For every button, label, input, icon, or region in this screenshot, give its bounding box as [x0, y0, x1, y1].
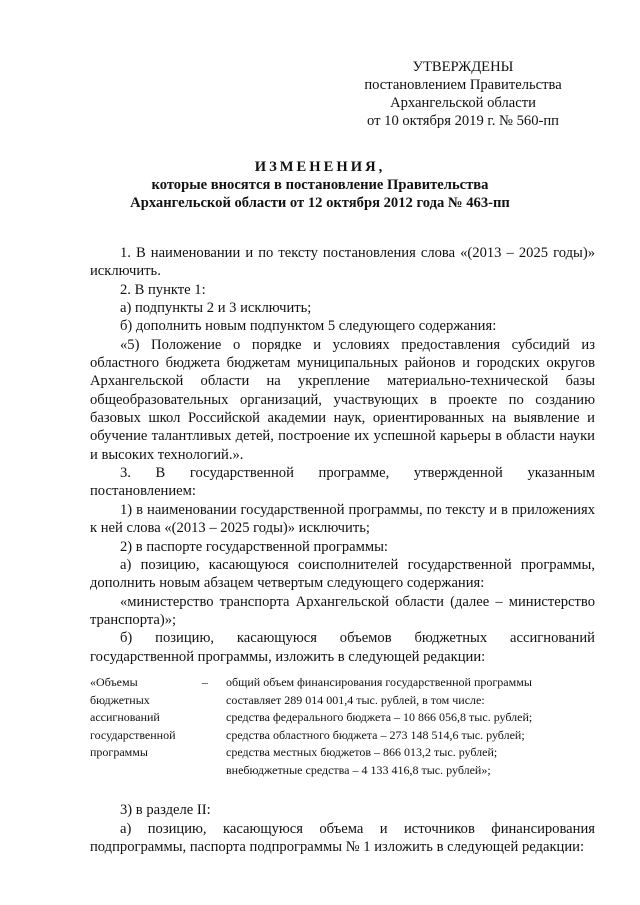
financing-line: составляет 289 014 001,4 тыс. рублей, в том числе: — [226, 692, 485, 707]
approval-block — [336, 58, 590, 130]
title-line: Архангельской области от 12 октября 2012 года № 463-пп — [130, 195, 510, 211]
paragraph: б) дополнить новым подпунктом 5 следующего содержания: — [120, 318, 497, 335]
title-line: которые вносятся в постановление Правительства — [151, 177, 489, 193]
financing-label-line: государственной — [90, 727, 176, 742]
financing-table — [90, 674, 595, 780]
paragraph: 1) в наименовании государственной программы, по тексту и в приложениях к ней слова «(2013 – 2025 годы)» исключить; — [90, 501, 595, 537]
financing-values — [226, 674, 595, 780]
paragraph: 1. В наименовании и по тексту постановления слова «(2013 – 2025 годы)» исключить. — [90, 245, 595, 280]
paragraph: «министерство транспорта Архангельской области (далее – министерство транспорта)»; — [90, 593, 595, 628]
paragraph: а) позицию, касающуюся соисполнителей государственной программы, дополнить новым абзацем четвертым следующего содержания: — [90, 556, 595, 592]
financing-line: средства областного бюджета – 273 148 514,6 тыс. рублей; — [226, 727, 525, 742]
financing-label — [90, 674, 202, 780]
paragraph: 3. В государственной программе, утвержденной указанным постановлением: — [90, 465, 595, 500]
paragraph: а) подпункты 2 и 3 исключить; — [120, 300, 312, 317]
paragraph: 2. В пункте 1: — [120, 281, 206, 298]
financing-label-line: бюджетных — [90, 692, 150, 707]
financing-label-line: «Объемы — [90, 674, 138, 689]
spacer — [90, 779, 595, 801]
approval-line: УТВЕРЖДЕНЫ — [412, 59, 514, 75]
approval-line: постановлением Правительства — [364, 77, 562, 93]
approval-line: Архангельской области — [390, 95, 536, 111]
paragraph: б) позицию, касающуюся объемов бюджетных ассигнований государственной программы, изложить в следующей редакции: — [90, 630, 595, 665]
financing-line: средства местных бюджетов – 866 013,2 тыс. рублей; — [226, 745, 498, 760]
document-body — [90, 244, 595, 857]
financing-dash: – — [202, 674, 208, 689]
title-heading: ИЗМЕНЕНИЯ, — [254, 159, 386, 175]
financing-line: общий объем финансирования государственной программы — [226, 674, 532, 689]
financing-line: средства федерального бюджета – 10 866 056,8 тыс. рублей; — [226, 710, 533, 725]
document-title — [40, 158, 600, 212]
financing-line: внебюджетные средства – 4 133 416,8 тыс. рублей»; — [226, 762, 491, 777]
paragraph: «5) Положение о порядке и условиях предоставления субсидий из областного бюджета бюджетам муниципальных районов и городских округов Архангельской области на укрепление материально-технической базы общеобразовательных организаций, участвующих в проекте по созданию базовых школ Российской академии наук, ориентированных на выявление и обучение талантливых детей, построение их успешной карьеры в области науки и высоких технологий.». — [90, 336, 595, 463]
approval-line: от 10 октября 2019 г. № 560-пп — [367, 113, 559, 129]
financing-label-line: программы — [90, 745, 148, 760]
paragraph: 2) в паспорте государственной программы: — [120, 538, 388, 555]
financing-label-line: ассигнований — [90, 710, 160, 725]
paragraph: 3) в разделе II: — [120, 802, 211, 819]
paragraph: а) позицию, касающуюся объема и источников финансирования подпрограммы, паспорта подпрограммы № 1 изложить в следующей редакции: — [90, 820, 595, 856]
